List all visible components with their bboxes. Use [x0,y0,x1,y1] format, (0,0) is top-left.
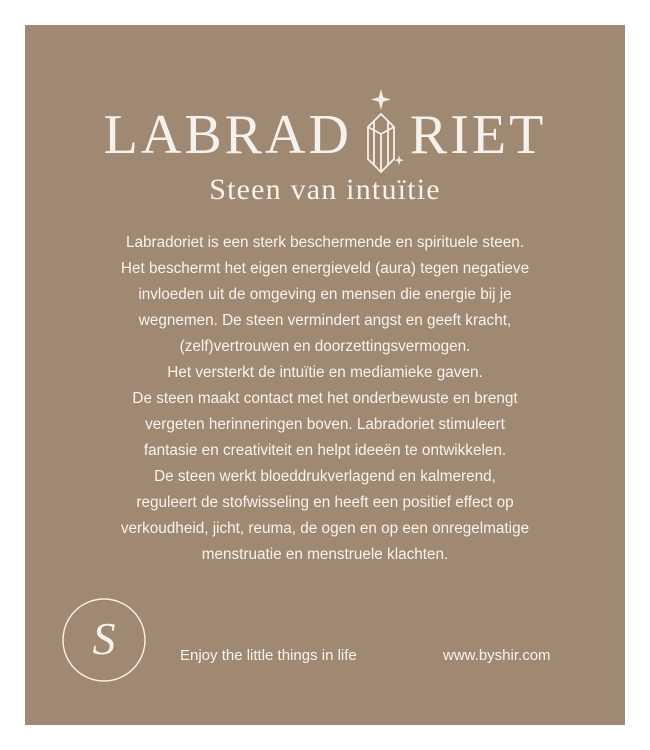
description-line: Het versterkt de intuïtie en mediamieke gaven. [167,364,483,381]
description-line: fantasie en creativiteit en helpt ideeën te ontwikkelen. [143,442,507,459]
description-text [53,230,597,568]
title-text-left: LABRAD [103,104,352,166]
brand-title [25,87,625,183]
description-line: invloeden uit de omgeving en mensen die energie bij je [138,286,512,303]
description-line: verkoudheid, jicht, reuma, de ogen en op een onregelmatige [120,520,530,537]
subtitle: Steen van intuïtie [209,173,441,206]
description-line: wegnemen. De steen vermindert angst en geeft kracht, [138,312,512,329]
svg-text:S: S [92,613,116,664]
description-line: menstruatie en menstruele klachten. [201,546,449,563]
description-line: De steen werkt bloeddrukverlagend en kalmerend, [154,468,496,485]
gemstone-icon [354,87,408,183]
description-line: De steen maakt contact met het onderbewuste en brengt [132,390,518,407]
description-line: Labradoriet is een sterk beschermende en spirituele steen. [126,234,524,251]
description-line: vergeten herinneringen boven. Labradoriet stimuleert [145,416,505,433]
description-line: Het beschermt het eigen energieveld (aura) tegen negatieve [120,260,530,277]
description-line: reguleert de stofwisseling en heeft een positief effect op [136,494,514,511]
footer-tagline: Enjoy the little things in life [180,647,357,664]
description-line: (zelf)vertrouwen en doorzettingsvermogen. [179,338,471,355]
footer [25,639,625,679]
title-text-right: RIET [409,104,547,166]
footer-url[interactable]: www.byshir.com [443,647,551,664]
product-info-card [25,25,625,725]
